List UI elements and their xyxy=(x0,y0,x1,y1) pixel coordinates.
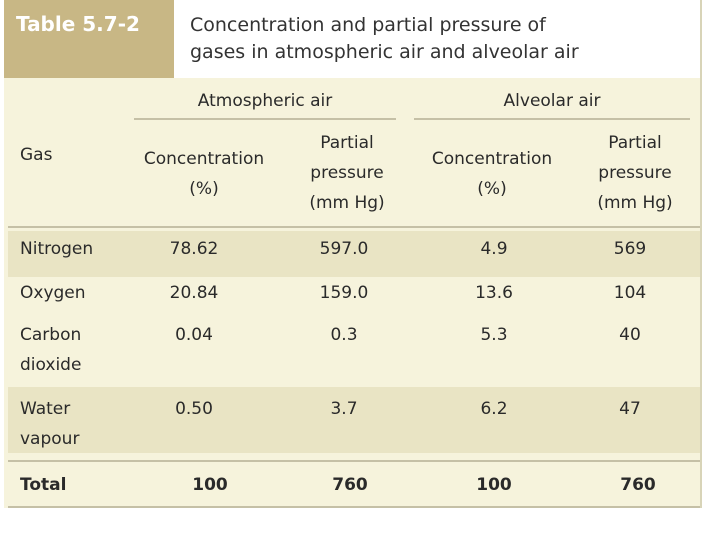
group-rule-alveolar xyxy=(414,118,690,120)
row-gas-nitrogen: Nitrogen xyxy=(20,239,94,259)
cell-atm-pp-water-vapour: 3.7 xyxy=(330,399,358,419)
row-gas-water-vapour: Water vapour xyxy=(20,399,80,449)
cell-alv-pp-water-vapour: 47 xyxy=(619,399,641,419)
cell-atm-pp-carbon-dioxide: 0.3 xyxy=(330,325,358,345)
column-header-atm-pressure: Partial pressure (mm Hg) xyxy=(309,133,385,213)
cell-alv-pp-carbon-dioxide: 40 xyxy=(619,325,641,345)
row-gas-oxygen: Oxygen xyxy=(20,283,86,303)
group-header-atmospheric: Atmospheric air xyxy=(197,91,333,111)
table-bottom-rule xyxy=(8,506,700,508)
table-card xyxy=(4,0,702,508)
caption-line-2: gases in atmospheric air and alveolar air xyxy=(190,41,579,63)
cell-alv-conc-nitrogen: 4.9 xyxy=(480,239,508,259)
cell-alv-pp-nitrogen: 569 xyxy=(613,239,647,259)
cell-alv-conc-water-vapour: 6.2 xyxy=(480,399,508,419)
column-header-alv-pressure: Partial pressure (mm Hg) xyxy=(597,133,673,213)
caption-line-1: Concentration and partial pressure of xyxy=(190,14,546,36)
group-header-alveolar: Alveolar air xyxy=(503,91,601,111)
column-header-alv-concentration: Concentration (%) xyxy=(431,149,553,199)
header-bottom-rule xyxy=(8,226,700,228)
column-header-gas: Gas xyxy=(20,145,53,165)
cell-atm-conc-carbon-dioxide: 0.04 xyxy=(175,325,213,345)
cell-atm-conc-water-vapour: 0.50 xyxy=(175,399,213,419)
cell-atm-conc-total: 100 xyxy=(192,475,228,495)
cell-alv-conc-carbon-dioxide: 5.3 xyxy=(480,325,508,345)
table-number: Table 5.7-2 xyxy=(16,12,140,36)
cell-atm-pp-total: 760 xyxy=(332,475,368,495)
row-gas-total: Total xyxy=(20,475,67,495)
cell-alv-pp-total: 760 xyxy=(620,475,656,495)
cell-atm-conc-nitrogen: 78.62 xyxy=(169,239,219,259)
row-gas-carbon-dioxide: Carbon dioxide xyxy=(20,325,82,375)
cell-atm-pp-oxygen: 159.0 xyxy=(319,283,369,303)
cell-atm-pp-nitrogen: 597.0 xyxy=(319,239,369,259)
total-top-rule xyxy=(8,460,700,462)
cell-atm-conc-oxygen: 20.84 xyxy=(169,283,219,303)
table-caption xyxy=(190,12,690,66)
column-header-atm-concentration: Concentration (%) xyxy=(143,149,265,199)
table-header xyxy=(4,0,700,78)
table-number-badge xyxy=(4,0,174,78)
cell-alv-conc-total: 100 xyxy=(476,475,512,495)
group-rule-atmospheric xyxy=(134,118,396,120)
cell-alv-conc-oxygen: 13.6 xyxy=(475,283,513,303)
cell-alv-pp-oxygen: 104 xyxy=(613,283,647,303)
